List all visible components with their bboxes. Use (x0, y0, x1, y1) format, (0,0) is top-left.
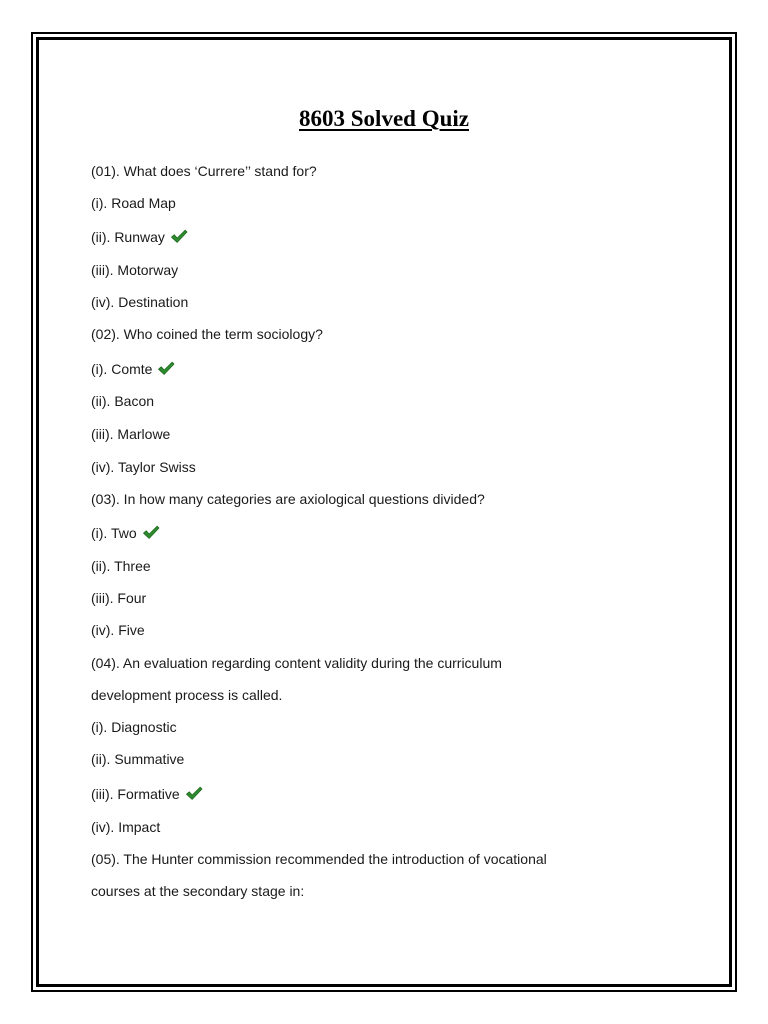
answer-option (91, 881, 304, 901)
option-label: (iv). Five (91, 622, 145, 638)
option-label: (ii). Bacon (91, 393, 155, 409)
option-label: (ii). Runway (91, 229, 165, 245)
question-label: (04). An evaluation regarding content validity during the curriculum (91, 655, 502, 671)
answer-option (91, 391, 154, 411)
question-text (91, 489, 485, 509)
check-mark-icon (142, 525, 160, 540)
option-label: (i). Road Map (91, 195, 176, 211)
question-text (91, 849, 547, 869)
question-text (91, 324, 323, 344)
option-label: (iii). Marlowe (91, 426, 171, 442)
answer-option (91, 457, 196, 477)
answer-option (91, 193, 176, 213)
option-label: (i). Two (91, 525, 137, 541)
answer-option (91, 717, 177, 737)
option-label: (ii). Three (91, 558, 151, 574)
option-label: (i). Diagnostic (91, 719, 177, 735)
option-label: (iv). Destination (91, 294, 189, 310)
option-label: (iii). Motorway (91, 262, 179, 278)
question-label: (02). Who coined the term sociology? (91, 326, 323, 342)
page-title: 8603 Solved Quiz (299, 106, 469, 131)
answer-option (91, 292, 188, 312)
question-label: (01). What does ‘Currere’’ stand for? (91, 163, 317, 179)
answer-option (91, 817, 160, 837)
answer-option (91, 620, 145, 640)
option-label: (iii). Formative (91, 786, 180, 802)
question-label: (03). In how many categories are axiological questions divided? (91, 491, 485, 507)
answer-option (91, 784, 203, 804)
option-label: (ii). Summative (91, 751, 185, 767)
check-mark-icon (170, 229, 188, 244)
check-mark-icon (185, 786, 203, 801)
answer-option (91, 685, 282, 705)
answer-option (91, 588, 146, 608)
answer-option (91, 227, 188, 247)
answer-option (91, 523, 160, 543)
answer-option (91, 359, 175, 379)
answer-option (91, 749, 184, 769)
check-mark-icon (157, 361, 175, 376)
option-label: courses at the secondary stage in: (91, 883, 305, 899)
option-label: (iv). Impact (91, 819, 161, 835)
answer-option (91, 260, 178, 280)
question-label: (05). The Hunter commission recommended the introduction of vocational (91, 851, 547, 867)
question-text (91, 653, 502, 673)
option-label: (i). Comte (91, 361, 153, 377)
option-label: (iii). Four (91, 590, 147, 606)
option-label: development process is called. (91, 687, 283, 703)
answer-option (91, 424, 170, 444)
question-text (91, 161, 317, 181)
answer-option (91, 556, 151, 576)
option-label: (iv). Taylor Swiss (91, 459, 196, 475)
